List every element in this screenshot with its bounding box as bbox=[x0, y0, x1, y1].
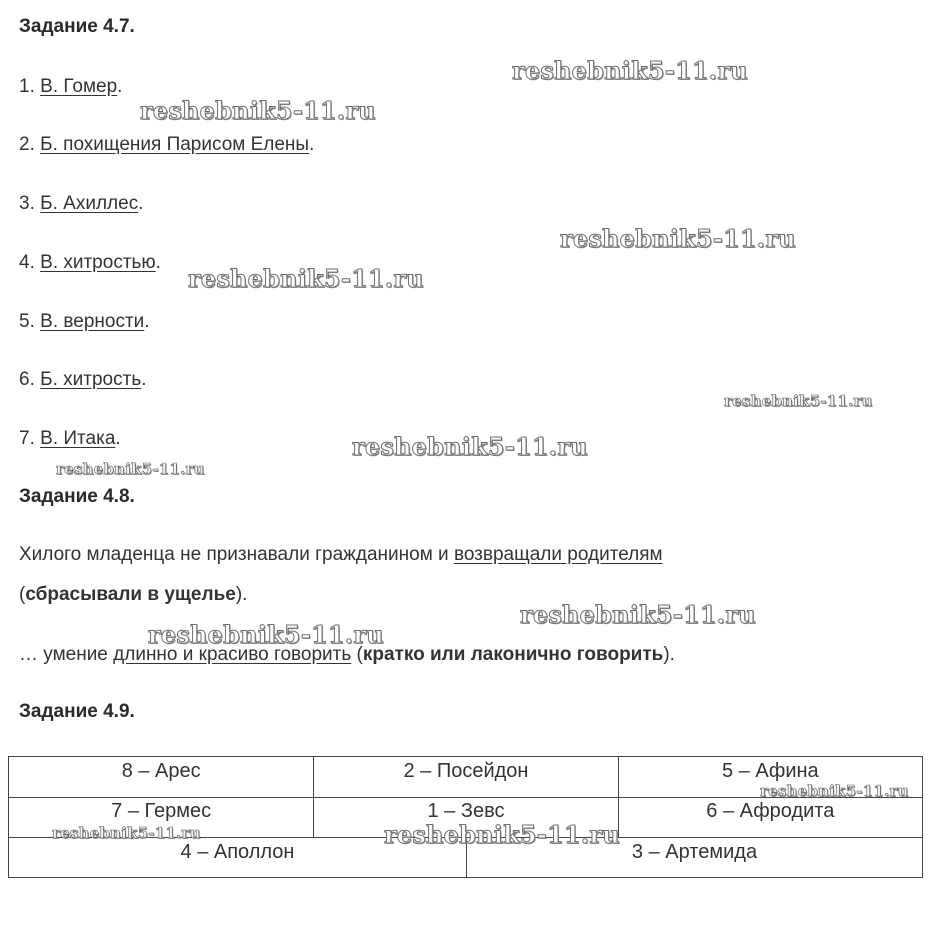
watermark: reshebnik5-11.ru bbox=[560, 224, 796, 253]
answer-item-2: 2. Б. похищения Парисом Елены. bbox=[19, 134, 315, 155]
watermark: reshebnik5-11.ru bbox=[352, 432, 588, 461]
watermark: reshebnik5-11.ru bbox=[56, 460, 205, 478]
table-cell: 4 – Аполлон bbox=[180, 841, 295, 863]
table-cell: 6 – Афродита bbox=[618, 797, 922, 837]
bold-phrase: сбрасывали в ущелье bbox=[25, 584, 236, 605]
item-number: 6. bbox=[19, 369, 35, 390]
item-answer: В. Итака bbox=[40, 428, 116, 449]
table-cell: 1 – Зевс bbox=[313, 797, 617, 837]
table-cell: 3 – Артемида bbox=[466, 838, 922, 878]
answer-item-7: 7. В. Итака. bbox=[19, 428, 121, 449]
answer-item-3: 3. Б. Ахиллес. bbox=[19, 193, 144, 214]
task-4-8-title: Задание 4.8. bbox=[19, 486, 135, 507]
watermark: reshebnik5-11.ru bbox=[52, 824, 201, 842]
watermark: reshebnik5-11.ru bbox=[520, 600, 756, 629]
item-number: 3. bbox=[19, 193, 35, 214]
watermark: reshebnik5-11.ru bbox=[760, 782, 909, 800]
table-cell: 8 – Арес bbox=[121, 760, 201, 782]
watermark: reshebnik5-11.ru bbox=[188, 264, 424, 293]
task-4-9-title: Задание 4.9. bbox=[19, 701, 135, 722]
bold-phrase: кратко или лаконично говорить bbox=[362, 644, 664, 665]
answer-item-4: 4. В. хитростью. bbox=[19, 252, 161, 273]
table-cell: 5 – Афина bbox=[618, 757, 922, 797]
watermark: reshebnik5-11.ru bbox=[140, 96, 376, 125]
item-answer: В. Гомер bbox=[40, 76, 118, 97]
item-answer: В. верности bbox=[40, 311, 145, 332]
item-answer: Б. похищения Парисом Елены bbox=[40, 134, 310, 155]
watermark: reshebnik5-11.ru bbox=[724, 392, 873, 410]
table-cell: 2 – Посейдон bbox=[313, 757, 617, 797]
answer-item-1: 1. В. Гомер. bbox=[19, 76, 123, 97]
watermark: reshebnik5-11.ru bbox=[512, 56, 748, 85]
item-number: 5. bbox=[19, 311, 35, 332]
watermark: reshebnik5-11.ru bbox=[384, 820, 620, 849]
item-number: 4. bbox=[19, 252, 35, 273]
table-cell: 7 – Гермес bbox=[111, 800, 212, 822]
task-4-8-paragraph-2: … умение длинно и красиво говорить (кратко или лаконично говорить). bbox=[19, 644, 675, 665]
item-answer: Б. хитрость bbox=[40, 369, 142, 390]
answer-item-6: 6. Б. хитрость. bbox=[19, 369, 147, 390]
watermark: reshebnik5-11.ru bbox=[148, 620, 384, 649]
underlined-phrase: возвращали родителям bbox=[453, 544, 663, 565]
item-answer: Б. Ахиллес bbox=[40, 193, 139, 214]
task-4-7-title: Задание 4.7. bbox=[19, 16, 135, 37]
item-number: 7. bbox=[19, 428, 35, 449]
answer-item-5: 5. В. верности. bbox=[19, 311, 150, 332]
item-number: 2. bbox=[19, 134, 35, 155]
item-answer: В. хитростью bbox=[40, 252, 156, 273]
task-4-8-paragraph-1: Хилого младенца не признавали гражданином и возвращали родителям bbox=[19, 544, 663, 565]
gods-table bbox=[8, 756, 923, 878]
item-number: 1. bbox=[19, 76, 35, 97]
underlined-phrase: длинно и красиво говорить bbox=[113, 644, 352, 665]
task-4-8-paragraph-1-cont: (сбрасывали в ущелье). bbox=[19, 584, 248, 605]
